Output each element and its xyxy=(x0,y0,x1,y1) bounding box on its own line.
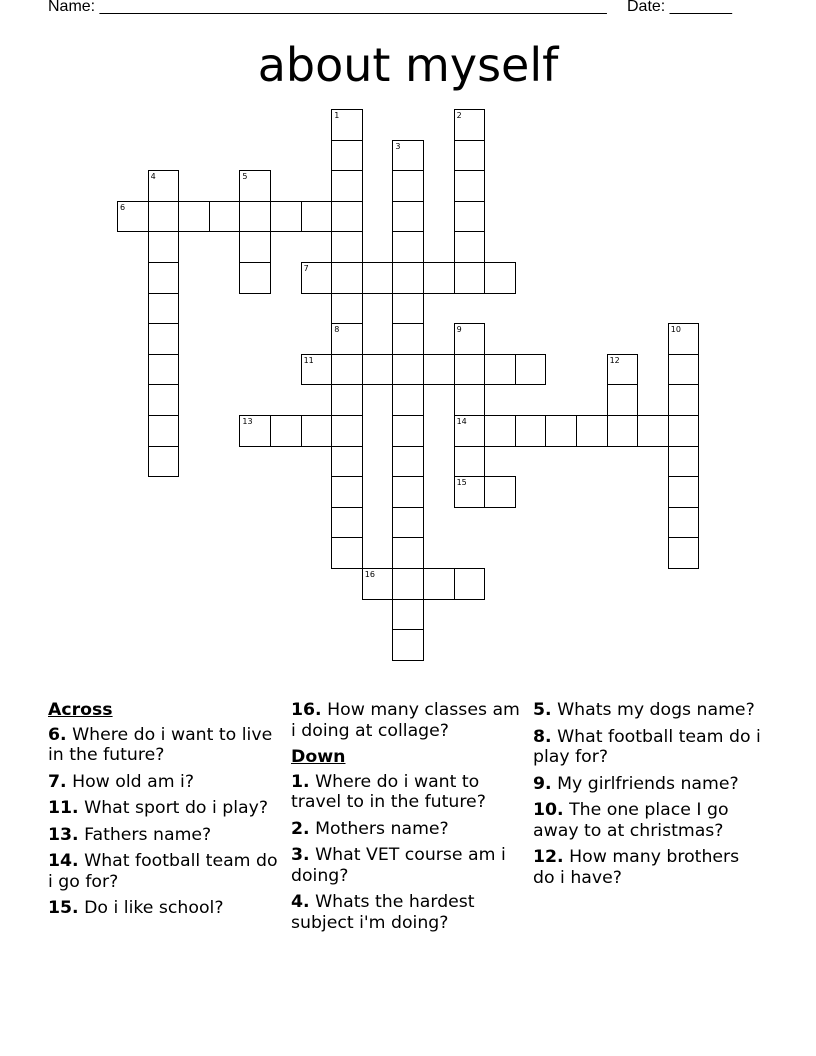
clue-number: 7 xyxy=(303,264,309,273)
grid-cell[interactable] xyxy=(239,231,271,263)
grid-cell[interactable] xyxy=(301,415,333,447)
grid-cell[interactable] xyxy=(607,384,639,416)
grid-cell[interactable] xyxy=(362,262,394,294)
grid-cell[interactable] xyxy=(484,476,516,508)
grid-cell[interactable] xyxy=(454,476,486,508)
clue-down-8: 8. What football team do i play for? xyxy=(533,726,761,767)
clues-column-1 xyxy=(48,700,280,925)
grid-cell[interactable] xyxy=(331,507,363,539)
across-heading: Across xyxy=(48,700,113,720)
grid-cell[interactable] xyxy=(392,201,424,233)
grid-cell[interactable] xyxy=(392,293,424,325)
grid-cell[interactable] xyxy=(668,476,700,508)
clues-column-2 xyxy=(291,700,523,939)
clue-down-5: 5. Whats my dogs name? xyxy=(533,700,755,720)
grid-cell[interactable] xyxy=(668,446,700,478)
clue-number: 13 xyxy=(242,417,253,426)
grid-cell[interactable] xyxy=(454,568,486,600)
clue-down-12: 12. How many brothers do i have? xyxy=(533,847,740,888)
grid-cell[interactable] xyxy=(392,354,424,386)
grid-cell[interactable] xyxy=(668,354,700,386)
clue-number: 9 xyxy=(456,325,462,335)
grid-cell[interactable] xyxy=(454,323,486,355)
clue-down-9: 9. My girlfriends name? xyxy=(533,773,739,794)
clue-across-7: 7. How old am i? xyxy=(48,771,195,792)
clue-number: 1 xyxy=(334,111,340,120)
grid-cell[interactable] xyxy=(454,231,486,263)
grid-cell[interactable] xyxy=(331,109,363,141)
grid-cell[interactable] xyxy=(392,568,424,600)
grid-cell[interactable] xyxy=(392,415,424,447)
clue-number: 2 xyxy=(456,111,462,120)
grid-cell[interactable] xyxy=(392,140,424,172)
grid-cell[interactable] xyxy=(392,323,424,355)
grid-cell[interactable] xyxy=(454,201,486,233)
grid-cell[interactable] xyxy=(270,415,302,447)
grid-cell[interactable] xyxy=(331,170,363,202)
grid-cell[interactable] xyxy=(178,201,210,233)
grid-cell[interactable] xyxy=(484,415,516,447)
grid-cell[interactable] xyxy=(117,201,149,233)
grid-cell[interactable] xyxy=(515,354,547,386)
grid-cell[interactable] xyxy=(545,415,577,447)
clue-down-3: 3. What VET course am i doing? xyxy=(291,845,506,886)
grid-cell[interactable] xyxy=(148,262,180,294)
grid-cell[interactable] xyxy=(607,354,639,386)
grid-cell[interactable] xyxy=(454,354,486,386)
clue-number: 3 xyxy=(395,141,401,151)
grid-cell[interactable] xyxy=(423,568,455,600)
grid-cell[interactable] xyxy=(392,507,424,539)
clue-across-11: 11. What sport do i play? xyxy=(48,798,269,818)
grid-cell[interactable] xyxy=(362,568,394,600)
clue-across-14: 14. What football team do i go for? xyxy=(48,851,278,892)
grid-cell[interactable] xyxy=(454,170,486,202)
grid-cell[interactable] xyxy=(454,262,486,294)
grid-cell[interactable] xyxy=(331,140,363,172)
grid-cell[interactable] xyxy=(148,293,180,325)
grid-cell[interactable] xyxy=(331,323,363,355)
clue-across-13: 13. Fathers name? xyxy=(48,824,212,845)
grid-cell[interactable] xyxy=(148,170,180,202)
clue-number: 10 xyxy=(670,325,681,335)
grid-cell[interactable] xyxy=(576,415,608,447)
grid-cell[interactable] xyxy=(392,170,424,202)
grid-cell[interactable] xyxy=(301,262,333,294)
clues-column-3 xyxy=(533,700,765,894)
grid-cell[interactable] xyxy=(668,415,700,447)
clue-number: 4 xyxy=(150,172,156,182)
grid-cell[interactable] xyxy=(454,109,486,141)
grid-cell[interactable] xyxy=(392,384,424,416)
grid-cell[interactable] xyxy=(637,415,669,447)
clue-number: 15 xyxy=(456,478,467,488)
grid-cell[interactable] xyxy=(392,599,424,631)
clue-number: 14 xyxy=(456,417,467,426)
grid-cell[interactable] xyxy=(607,415,639,447)
grid-cell[interactable] xyxy=(239,170,271,202)
grid-cell[interactable] xyxy=(668,323,700,355)
grid-cell[interactable] xyxy=(331,293,363,325)
grid-cell[interactable] xyxy=(331,231,363,263)
down-heading: Down xyxy=(291,747,346,767)
grid-cell[interactable] xyxy=(392,537,424,569)
clue-across-15: 15. Do i like school? xyxy=(48,898,224,918)
grid-cell[interactable] xyxy=(668,537,700,569)
grid-cell[interactable] xyxy=(239,201,271,233)
grid-cell[interactable] xyxy=(148,323,180,355)
grid-cell[interactable] xyxy=(668,384,700,416)
clue-number: 5 xyxy=(242,172,248,182)
grid-cell[interactable] xyxy=(423,354,455,386)
clue-across-16: 16. How many classes am i doing at collage? xyxy=(291,700,520,741)
grid-cell[interactable] xyxy=(301,201,333,233)
grid-cell[interactable] xyxy=(331,354,363,386)
clue-across-6: 6. Where do i want to live in the future? xyxy=(48,724,273,765)
clue-down-2: 2. Mothers name? xyxy=(291,818,449,839)
clue-number: 11 xyxy=(303,355,314,365)
grid-cell[interactable] xyxy=(270,201,302,233)
grid-cell[interactable] xyxy=(454,446,486,478)
grid-cell[interactable] xyxy=(668,507,700,539)
grid-cell[interactable] xyxy=(148,201,180,233)
grid-cell[interactable] xyxy=(392,446,424,478)
grid-cell[interactable] xyxy=(392,476,424,508)
date-line: Date: _______ xyxy=(627,0,732,15)
grid-cell[interactable] xyxy=(331,384,363,416)
grid-cell[interactable] xyxy=(148,354,180,386)
grid-cell[interactable] xyxy=(392,231,424,263)
grid-cell[interactable] xyxy=(301,354,333,386)
grid-cell[interactable] xyxy=(515,415,547,447)
grid-cell[interactable] xyxy=(148,231,180,263)
grid-cell[interactable] xyxy=(331,201,363,233)
clue-down-1: 1. Where do i want to travel to in the future? xyxy=(291,771,486,812)
page-title: about myself xyxy=(257,38,559,92)
grid-cell[interactable] xyxy=(148,446,180,478)
grid-cell[interactable] xyxy=(454,415,486,447)
grid-cell[interactable] xyxy=(148,384,180,416)
grid-cell[interactable] xyxy=(331,537,363,569)
clue-number: 6 xyxy=(120,202,126,212)
grid-cell[interactable] xyxy=(362,354,394,386)
grid-cell[interactable] xyxy=(484,262,516,294)
grid-cell[interactable] xyxy=(331,476,363,508)
grid-cell[interactable] xyxy=(331,262,363,294)
clue-number: 16 xyxy=(364,570,375,579)
clue-down-10: 10. The one place I go away to at christmas? xyxy=(533,800,729,841)
grid-cell[interactable] xyxy=(239,262,271,294)
name-line: Name: _________________________________________________________ xyxy=(48,0,607,15)
grid-cell[interactable] xyxy=(331,415,363,447)
grid-cell[interactable] xyxy=(148,415,180,447)
grid-cell[interactable] xyxy=(423,262,455,294)
grid-cell[interactable] xyxy=(484,354,516,386)
grid-cell[interactable] xyxy=(209,201,241,233)
grid-cell[interactable] xyxy=(239,415,271,447)
grid-cell[interactable] xyxy=(392,262,424,294)
grid-cell[interactable] xyxy=(454,384,486,416)
grid-cell[interactable] xyxy=(454,140,486,172)
grid-cell[interactable] xyxy=(331,446,363,478)
clue-number: 12 xyxy=(609,355,620,365)
clue-down-4: 4. Whats the hardest subject i'm doing? xyxy=(291,892,475,933)
clue-number: 8 xyxy=(334,325,340,335)
grid-cell[interactable] xyxy=(392,629,424,661)
